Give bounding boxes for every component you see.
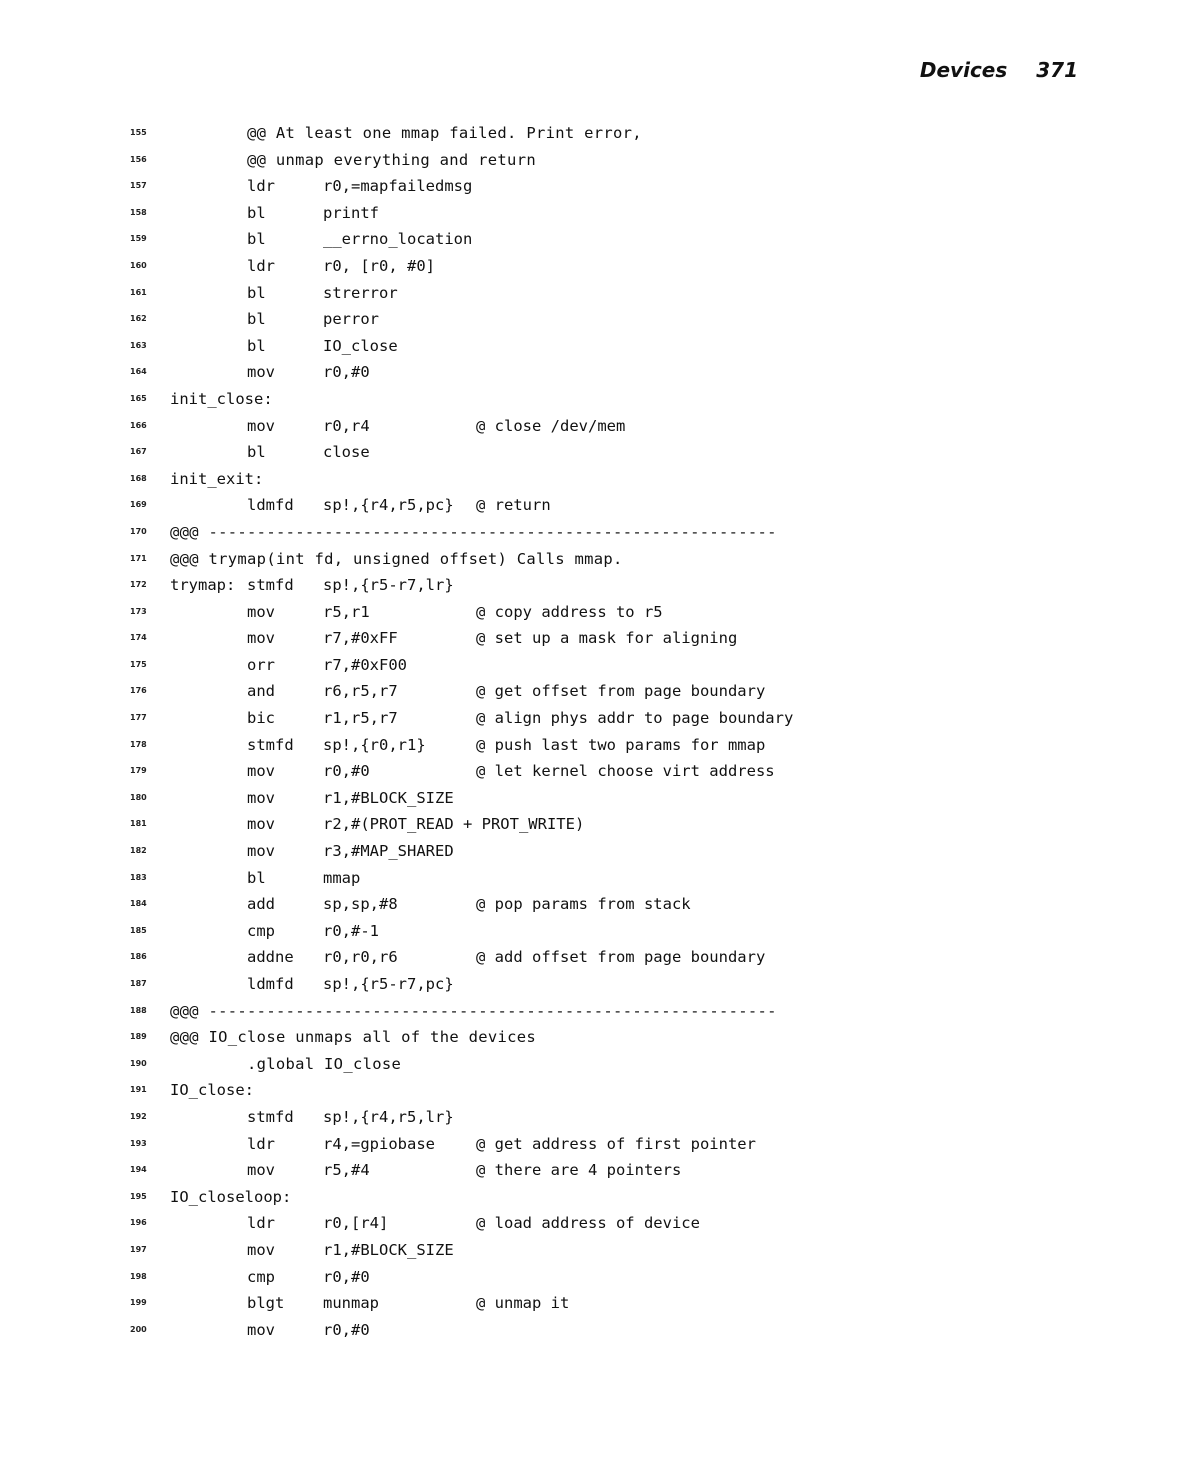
line-number: 188 <box>130 1005 147 1015</box>
code-operands: r0,=mapfailedmsg <box>323 177 473 196</box>
code-line <box>0 1184 1200 1211</box>
code-comment: @ unmap it <box>476 1294 570 1313</box>
line-number: 195 <box>130 1191 147 1201</box>
code-line <box>0 306 1200 333</box>
line-number: 199 <box>130 1298 147 1308</box>
code-line <box>0 785 1200 812</box>
code-operands: sp!,{r4,r5,pc} <box>323 496 454 515</box>
code-instruction: mov <box>247 363 275 382</box>
code-operands: r5,r1 <box>323 602 370 621</box>
code-line <box>0 998 1200 1025</box>
code-instruction: ldr <box>247 177 275 196</box>
code-instruction: add <box>247 895 275 914</box>
line-number: 186 <box>130 952 147 962</box>
line-number: 200 <box>130 1324 147 1334</box>
code-operands: r6,r5,r7 <box>323 682 398 701</box>
line-number: 156 <box>130 154 147 164</box>
code-comment: @ get offset from page boundary <box>476 682 766 701</box>
code-line <box>0 546 1200 573</box>
code-instruction: mov <box>247 1240 275 1259</box>
code-comment: @ let kernel choose virt address <box>476 762 775 781</box>
code-label: init_exit: <box>170 469 264 488</box>
code-line <box>0 333 1200 360</box>
line-number: 180 <box>130 792 147 802</box>
code-line <box>0 1157 1200 1184</box>
code-operands: r0,#0 <box>323 1320 370 1339</box>
code-line <box>0 226 1200 253</box>
code-comment-line: @@@ ----------------------------------------------------------- <box>170 1001 777 1020</box>
code-line <box>0 413 1200 440</box>
line-number: 185 <box>130 925 147 935</box>
page-number: 371 <box>1036 58 1078 82</box>
line-number: 157 <box>130 181 147 191</box>
line-number: 191 <box>130 1085 147 1095</box>
line-number: 169 <box>130 500 147 510</box>
code-comment: @ copy address to r5 <box>476 602 663 621</box>
code-operands: IO_close <box>323 336 398 355</box>
code-line <box>0 1077 1200 1104</box>
line-number: 165 <box>130 393 147 403</box>
code-operands: r7,#0xFF <box>323 629 398 648</box>
code-comment-line: @@@ trymap(int fd, unsigned offset) Calls mmap. <box>170 549 623 568</box>
code-line <box>0 120 1200 147</box>
line-number: 181 <box>130 819 147 829</box>
code-instruction: bl <box>247 283 266 302</box>
line-number: 179 <box>130 766 147 776</box>
code-instruction: and <box>247 682 275 701</box>
code-comment: @ add offset from page boundary <box>476 948 766 967</box>
code-line <box>0 280 1200 307</box>
code-operands: r0,#0 <box>323 363 370 382</box>
code-line <box>0 1317 1200 1344</box>
code-operands: r1,#BLOCK_SIZE <box>323 788 454 807</box>
code-line <box>0 971 1200 998</box>
line-number: 163 <box>130 340 147 350</box>
code-line <box>0 1104 1200 1131</box>
code-line <box>0 678 1200 705</box>
code-line <box>0 705 1200 732</box>
code-operands: strerror <box>323 283 398 302</box>
code-operands: r2,#(PROT_READ + PROT_WRITE) <box>323 815 585 834</box>
code-instruction: bl <box>247 310 266 329</box>
code-line <box>0 1210 1200 1237</box>
code-operands: perror <box>323 310 379 329</box>
line-number: 182 <box>130 846 147 856</box>
code-line <box>0 1264 1200 1291</box>
code-line <box>0 173 1200 200</box>
line-number: 168 <box>130 473 147 483</box>
code-instruction: stmfd <box>247 1107 294 1126</box>
code-operands: r1,#BLOCK_SIZE <box>323 1240 454 1259</box>
code-line <box>0 572 1200 599</box>
code-instruction: mov <box>247 602 275 621</box>
code-instruction: stmfd <box>247 735 294 754</box>
code-instruction: mov <box>247 815 275 834</box>
code-operands: mmap <box>323 868 361 887</box>
code-instruction: stmfd <box>247 576 294 595</box>
code-instruction: bl <box>247 203 266 222</box>
line-number: 198 <box>130 1271 147 1281</box>
code-operands: r0,r4 <box>323 416 370 435</box>
code-instruction: bic <box>247 709 275 728</box>
code-instruction: mov <box>247 1161 275 1180</box>
code-operands: r7,#0xF00 <box>323 655 407 674</box>
line-number: 162 <box>130 314 147 324</box>
code-listing <box>0 120 1200 1343</box>
code-instruction: mov <box>247 629 275 648</box>
code-instruction: mov <box>247 762 275 781</box>
line-number: 177 <box>130 713 147 723</box>
code-line <box>0 1290 1200 1317</box>
code-comment-line: @@@ IO_close unmaps all of the devices <box>170 1028 537 1047</box>
line-number: 167 <box>130 447 147 457</box>
code-line <box>0 625 1200 652</box>
line-number: 190 <box>130 1058 147 1068</box>
line-number: 175 <box>130 659 147 669</box>
code-comment: @ return <box>476 496 551 515</box>
line-number: 155 <box>130 128 147 137</box>
line-number: 197 <box>130 1244 147 1254</box>
line-number: 196 <box>130 1218 147 1228</box>
line-number: 160 <box>130 260 147 270</box>
code-operands: r0,r0,r6 <box>323 948 398 967</box>
code-line <box>0 838 1200 865</box>
code-label: init_close: <box>170 389 273 408</box>
code-operands: sp!,{r4,r5,lr} <box>323 1107 454 1126</box>
code-line <box>0 200 1200 227</box>
code-line <box>0 1024 1200 1051</box>
code-line <box>0 865 1200 892</box>
code-line <box>0 944 1200 971</box>
line-number: 187 <box>130 979 147 988</box>
code-comment: @ close /dev/mem <box>476 416 626 435</box>
code-comment: @ there are 4 pointers <box>476 1161 682 1180</box>
code-operands: sp,sp,#8 <box>323 895 398 914</box>
line-number: 164 <box>130 367 147 377</box>
code-comment-line: @@ unmap everything and return <box>247 150 536 169</box>
line-number: 170 <box>130 526 147 536</box>
line-number: 193 <box>130 1138 147 1148</box>
code-instruction: mov <box>247 842 275 861</box>
code-operands: sp!,{r5-r7,pc} <box>323 975 454 993</box>
code-operands: r5,#4 <box>323 1161 370 1180</box>
code-label: IO_closeloop: <box>170 1187 292 1206</box>
code-operands: r0,#0 <box>323 762 370 781</box>
code-line <box>0 1237 1200 1264</box>
code-line <box>0 492 1200 519</box>
line-number: 189 <box>130 1032 147 1042</box>
code-instruction: mov <box>247 788 275 807</box>
code-label: trymap: <box>170 576 236 595</box>
running-header <box>920 58 1078 82</box>
line-number: 178 <box>130 739 147 749</box>
code-line <box>0 1051 1200 1078</box>
code-comment: @ get address of first pointer <box>476 1134 756 1153</box>
code-comment-line: @@ At least one mmap failed. Print error, <box>247 124 642 142</box>
code-label: IO_close: <box>170 1081 254 1100</box>
line-number: 171 <box>130 553 147 563</box>
code-operands: r0,[r4] <box>323 1214 389 1233</box>
code-operands: printf <box>323 203 379 222</box>
code-instruction: ldr <box>247 1134 275 1153</box>
code-instruction: cmp <box>247 921 275 940</box>
code-operands: r3,#MAP_SHARED <box>323 842 454 861</box>
line-number: 173 <box>130 606 147 616</box>
line-number: 192 <box>130 1111 147 1121</box>
line-number: 166 <box>130 420 147 430</box>
code-instruction: ldr <box>247 1214 275 1233</box>
line-number: 159 <box>130 234 147 244</box>
code-instruction: bl <box>247 868 266 887</box>
code-operands: sp!,{r5-r7,lr} <box>323 576 454 595</box>
code-instruction: addne <box>247 948 294 967</box>
code-instruction: cmp <box>247 1267 275 1286</box>
line-number: 158 <box>130 207 147 217</box>
code-line <box>0 439 1200 466</box>
line-number: 161 <box>130 287 147 297</box>
code-instruction: ldmfd <box>247 975 294 993</box>
code-line <box>0 918 1200 945</box>
code-line <box>0 652 1200 679</box>
code-operands: r0, [r0, #0] <box>323 256 435 275</box>
code-line <box>0 811 1200 838</box>
code-operands: r0,#-1 <box>323 921 379 940</box>
code-operands: r4,=gpiobase <box>323 1134 435 1153</box>
line-number: 172 <box>130 580 147 590</box>
code-line <box>0 519 1200 546</box>
code-line <box>0 253 1200 280</box>
code-operands: __errno_location <box>323 230 473 249</box>
code-operands: sp!,{r0,r1} <box>323 735 426 754</box>
code-instruction: orr <box>247 655 275 674</box>
code-line <box>0 359 1200 386</box>
code-line <box>0 732 1200 759</box>
code-comment: @ set up a mask for aligning <box>476 629 738 648</box>
code-line <box>0 758 1200 785</box>
code-operands: munmap <box>323 1294 379 1313</box>
line-number: 183 <box>130 872 147 882</box>
code-comment: @ load address of device <box>476 1214 700 1233</box>
code-comment: @ push last two params for mmap <box>476 735 766 754</box>
code-comment-line: .global IO_close <box>247 1054 402 1073</box>
line-number: 174 <box>130 633 147 643</box>
code-comment: @ pop params from stack <box>476 895 691 914</box>
line-number: 176 <box>130 686 147 696</box>
code-instruction: ldr <box>247 256 275 275</box>
code-comment: @ align phys addr to page boundary <box>476 709 794 728</box>
code-operands: close <box>323 443 370 462</box>
code-instruction: mov <box>247 416 275 435</box>
chapter-title: Devices <box>919 58 1008 82</box>
code-instruction: bl <box>247 336 266 355</box>
code-instruction: blgt <box>247 1294 285 1313</box>
code-line <box>0 1131 1200 1158</box>
code-comment-line: @@@ ----------------------------------------------------------- <box>170 522 777 541</box>
code-instruction: bl <box>247 443 266 462</box>
code-line <box>0 599 1200 626</box>
line-number: 194 <box>130 1165 147 1175</box>
code-operands: r1,r5,r7 <box>323 709 398 728</box>
code-line <box>0 147 1200 174</box>
line-number: 184 <box>130 899 147 909</box>
code-line <box>0 466 1200 493</box>
code-line <box>0 386 1200 413</box>
code-line <box>0 891 1200 918</box>
code-instruction: mov <box>247 1320 275 1339</box>
code-instruction: bl <box>247 230 266 249</box>
code-operands: r0,#0 <box>323 1267 370 1286</box>
code-instruction: ldmfd <box>247 496 294 515</box>
